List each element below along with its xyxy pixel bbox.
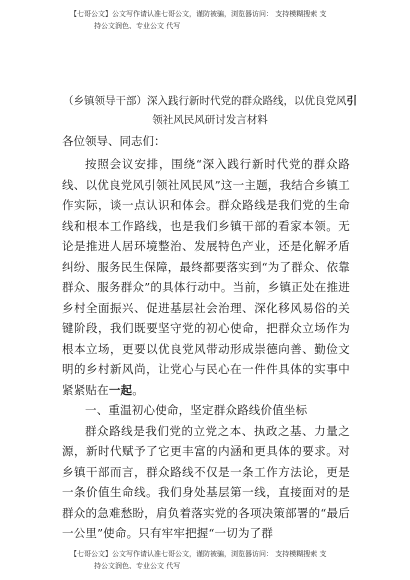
page-header-watermark [70,8,370,32]
document-title [60,92,360,130]
header-line-1: 【七哥公文】公文写作请认准七哥公文，谨防被骗，浏览器访问： 支持模糊搜索 支 [70,10,327,18]
footer-line-1: 【七哥公文】公文写作请认准七哥公文，谨防被骗，浏览器访问： 支持模糊搜索 支 [70,550,327,558]
paragraph-1 [62,154,350,400]
paragraph-1-tail: 。 [132,382,144,397]
paragraph-1-text: 按照会议安排，围绕“深入践行新时代党的群众路线、以优良党风引领社风民风”这一主题，我结合乡镇工作实际，谈一点认识和体会。群众路线是我们党的生命线和根本工作路线，也是我们乡镇干部的看家本领。无论是推进人居环境整治、发展特色产业，还是化解矛盾纠纷、服务民生保障，最终都要落实到“为了群众、依靠群众、服务群众”的具体行动中。当前，乡镇正处在推进乡村全面振兴、促进基层社会治理、深化移风易俗的关键阶段，我们既要坚守党的初心使命，把群众立场作为根本立场，更要以优良党风带动形成崇德向善、勤俭文明的乡村新风尚，让党心与民心在一件件具体的实事中紧紧贴在 [62,157,350,397]
document-body [62,154,350,544]
page-footer-watermark [70,548,370,572]
title-bold-char: 引 [346,95,357,107]
title-part-2: 领社风民风研讨发言材料 [152,114,268,126]
paragraph-1-emphasis: 一起 [108,382,133,397]
paragraph-2: 群众路线是我们党的立党之本、执政之基、力量之源，新时代赋予了它更丰富的内涵和更具体的要求。对乡镇干部而言，群众路线不仅是一条工作方法论，更是一条价值生命线。我们身处基层第一线，直接面对的是群众的急难愁盼，肩负着落实党的各项决策部署的“最后一公里”使命。只有牢牢把握“一切为了群 [62,423,350,540]
section-1-heading: 一、重温初心使命，坚定群众路线价值坐标 [85,403,308,417]
header-line-2: 持公文润色、专业公文 代写 [94,22,181,30]
footer-line-2: 持公文润色、专业公文 代写 [94,562,181,570]
salutation: 各位领导、同志们： [62,134,166,148]
title-part-1: （乡镇领导干部）深入践行新时代党的群众路线，以优良党风 [63,95,347,107]
